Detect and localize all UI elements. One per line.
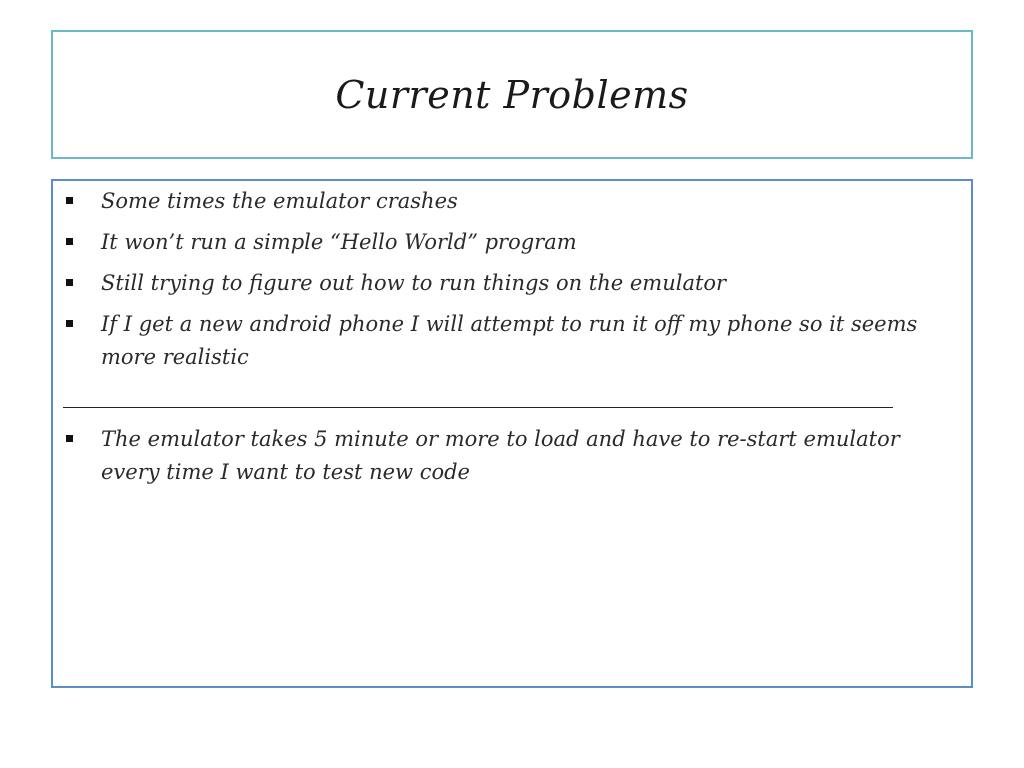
bullet-text: It won’t run a simple “Hello World” program <box>101 230 577 254</box>
bullet-text: Some times the emulator crashes <box>101 189 458 213</box>
square-bullet-icon <box>66 279 73 286</box>
square-bullet-icon <box>66 320 73 327</box>
bullet-text: The emulator takes 5 minute or more to load and have to re-start emulator every time I want to test new code <box>101 427 900 484</box>
bullet-text: Still trying to figure out how to run things on the emulator <box>101 271 727 295</box>
slide-title: Current Problems <box>335 72 689 117</box>
bullet-text: If I get a new android phone I will attempt to run it off my phone so it seems more realistic <box>101 312 918 369</box>
square-bullet-icon <box>66 435 73 442</box>
square-bullet-icon <box>66 197 73 204</box>
content-placeholder <box>51 179 973 688</box>
title-placeholder <box>51 30 973 159</box>
square-bullet-icon <box>66 238 73 245</box>
divider-line <box>63 407 893 408</box>
bullet-item <box>53 226 971 259</box>
bullet-list-bottom <box>53 423 971 497</box>
bullet-item <box>53 423 971 489</box>
bullet-list-top <box>53 185 971 382</box>
bullet-item <box>53 185 971 218</box>
bullet-item <box>53 308 971 374</box>
bullet-item <box>53 267 971 300</box>
